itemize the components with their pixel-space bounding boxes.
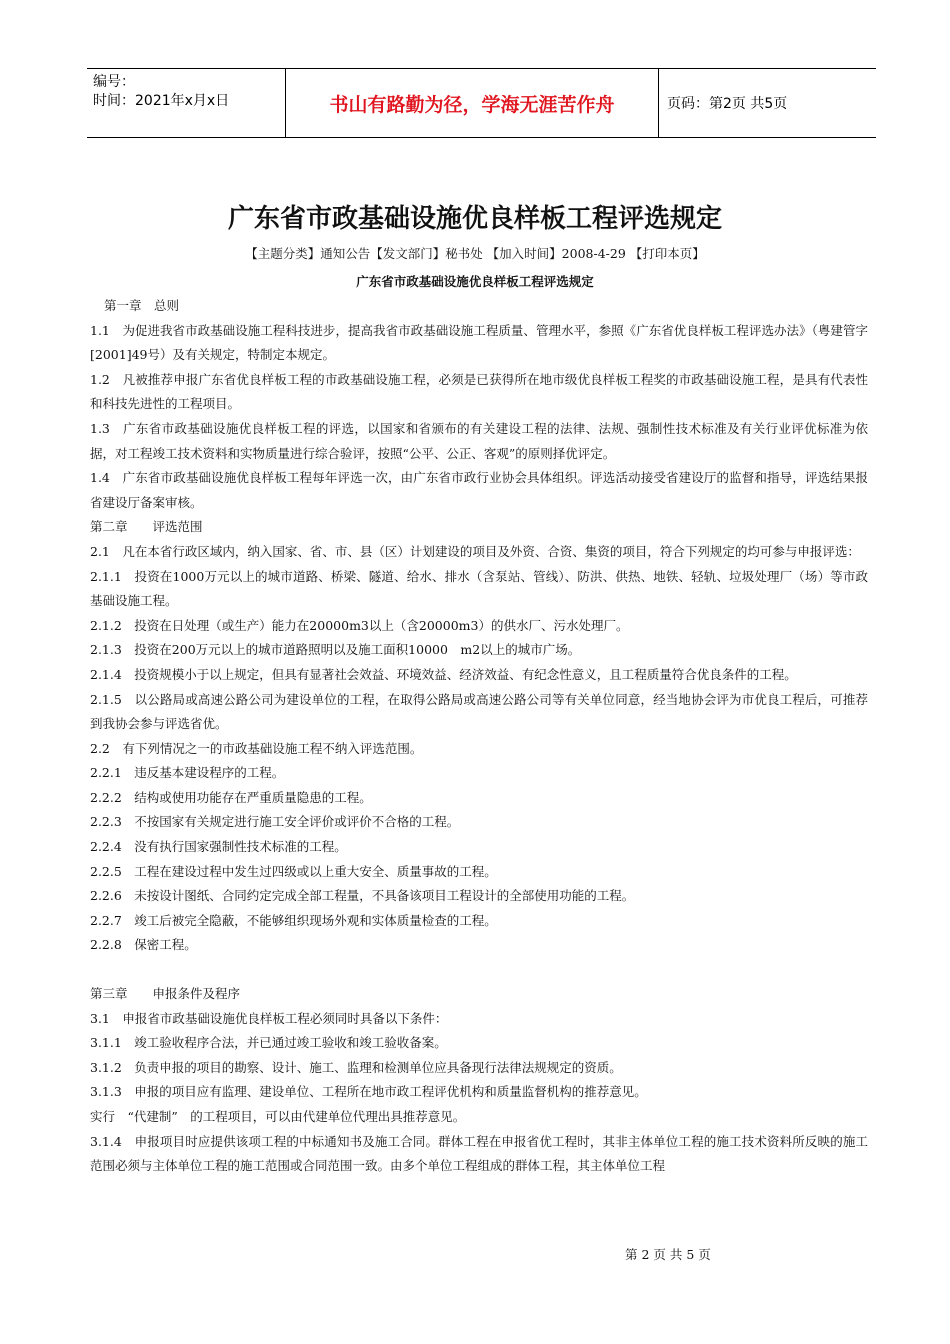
section-spacer	[90, 958, 868, 982]
chapter-heading: 第一章 总则	[104, 298, 180, 313]
clause-paragraph: 2.1.1 投资在1000万元以上的城市道路、桥梁、隧道、给水、排水（含泵站、管线）、防洪、供热、地铁、轻轨、垃圾处理厂（场）等市政基础设施工程。	[90, 568, 868, 609]
clause-paragraph: 2.2.6 未按设计图纸、合同约定完成全部工程量，不具备该项目工程设计的全部使用功能的工程。	[90, 888, 635, 904]
clause-paragraph: 3.1.2 负责申报的项目的勘察、设计、施工、监理和检测单位应具备现行法律法规规定的资质。	[90, 1059, 622, 1075]
chapter-heading: 第二章 评选范围	[90, 519, 203, 535]
document-title: 广东省市政基础设施优良样板工程评选规定	[227, 204, 722, 234]
clause-paragraph: 1.2 凡被推荐申报广东省优良样板工程的市政基础设施工程，必须是已获得所在地市级优良样板工程奖的市政基础设施工程，是具有代表性和科技先进性的工程项目。	[90, 371, 868, 412]
clause-paragraph: 3.1.4 申报项目时应提供该项工程的中标通知书及施工合同。群体工程在申报省优工程时，其非主体单位工程的施工技术资料所反映的施工范围必须与主体单位工程的施工范围或合同范围一致。由多个单位工程组成的群体工程，其主体单位工程	[90, 1133, 868, 1174]
header-left-cell	[93, 73, 285, 111]
clause-paragraph: 2.2.4 没有执行国家强制性技术标准的工程。	[90, 839, 347, 855]
document-meta-line: 【主题分类】通知公告【发文部门】秘书处 【加入时间】2008-4-29 【打印本页】	[245, 246, 705, 261]
page-header	[87, 68, 876, 138]
clause-paragraph: 2.1 凡在本省行政区域内，纳入国家、省、市、县（区）计划建设的项目及外资、合资、集资的项目，符合下列规定的均可参与申报评选：	[90, 543, 860, 559]
clause-paragraph: 2.2 有下列情况之一的市政基础设施工程不纳入评选范围。	[90, 740, 423, 756]
document-subtitle: 广东省市政基础设施优良样板工程评选规定	[356, 274, 594, 289]
document-date-label: 时间：2021年x月x日	[93, 93, 230, 109]
clause-paragraph: 2.2.3 不按国家有关规定进行施工安全评价或评价不合格的工程。	[90, 814, 460, 830]
header-page-number: 页码：第2页 共5页	[667, 96, 788, 112]
clause-paragraph: 2.1.3 投资在200万元以上的城市道路照明以及施工面积10000 m2以上的城市广场。	[90, 642, 581, 658]
chapter-heading: 第三章 申报条件及程序	[90, 986, 241, 1002]
clause-paragraph: 1.4 广东省市政基础设施优良样板工程每年评选一次，由广东省市政行业协会具体组织。评选活动接受省建设厅的监督和指导，评选结果报省建设厅备案审核。	[90, 470, 868, 510]
clause-paragraph: 3.1.3 申报的项目应有监理、建设单位、工程所在地市政工程评优机构和质量监督机构的推荐意见。	[90, 1084, 647, 1100]
clause-paragraph: 实行 “代建制” 的工程项目，可以由代建单位代理出具推荐意见。	[90, 1109, 466, 1124]
clause-paragraph: 2.1.4 投资规模小于以上规定，但具有显著社会效益、环境效益、经济效益、有纪念性意义，且工程质量符合优良条件的工程。	[90, 666, 797, 682]
clause-paragraph: 2.2.8 保密工程。	[90, 937, 197, 953]
clause-paragraph: 1.3 广东省市政基础设施优良样板工程的评选，以国家和省颁布的有关建设工程的法律、法规、强制性技术标准及有关行业评优标准为依据，对工程竣工技术资料和实物质量进行综合验评，按照“公平、公正、客观”的原则择优评定。	[90, 420, 868, 461]
clause-paragraph: 3.1 申报省市政基础设施优良样板工程必须同时具备以下条件：	[90, 1010, 448, 1026]
clause-paragraph: 2.1.5 以公路局或高速公路公司为建设单位的工程，在取得公路局或高速公路公司等有关单位同意，经当地协会评为市优良工程后，可推荐到我协会参与评选省优。	[90, 691, 868, 732]
page-footer: 第 2 页 共 5 页	[625, 1247, 711, 1262]
header-motto: 书山有路勤为径，学海无涯苦作舟	[285, 69, 659, 137]
clause-paragraph: 2.2.2 结构或使用功能存在严重质量隐患的工程。	[90, 789, 372, 805]
clause-paragraph: 2.2.7 竣工后被完全隐蔽，不能够组织现场外观和实体质量检查的工程。	[90, 912, 497, 928]
clause-paragraph: 3.1.1 竣工验收程序合法，并已通过竣工验收和竣工验收备案。	[90, 1035, 447, 1051]
clause-paragraph: 2.1.2 投资在日处理（或生产）能力在20000m3以上（含20000m3）的供水厂、污水处理厂。	[90, 617, 629, 633]
clause-paragraph: 2.2.1 违反基本建设程序的工程。	[90, 765, 285, 781]
document-body	[90, 294, 868, 1179]
clause-paragraph: 2.2.5 工程在建设过程中发生过四级或以上重大安全、质量事故的工程。	[90, 863, 497, 879]
clause-paragraph: 1.1 为促进我省市政基础设施工程科技进步，提高我省市政基础设施工程质量、管理水平，参照《广东省优良样板工程评选办法》（粤建管字[2001]49号）及有关规定，特制定本规定。	[90, 322, 868, 363]
document-number-label: 编号：	[93, 74, 135, 90]
